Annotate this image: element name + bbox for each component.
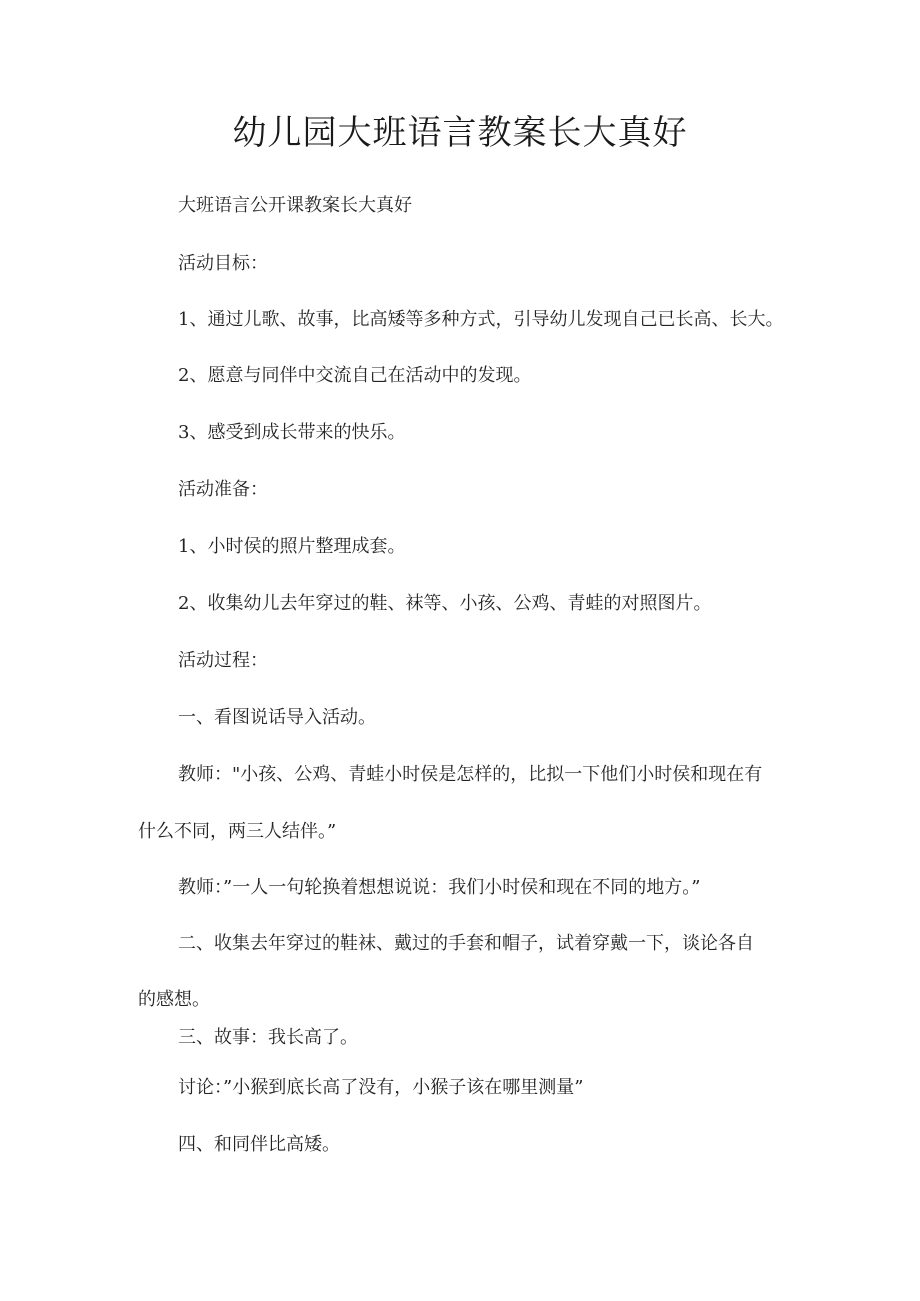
subtitle-line: 大班语言公开课教案长大真好 — [178, 195, 412, 216]
document-title: 幼儿园大班语言教案长大真好 — [232, 113, 688, 153]
teacher-line-2: 教师：”一人一句轮换着想想说说：我们小时侯和现在不同的地方。” — [178, 877, 701, 898]
goal-item-3: 3、感受到成长带来的快乐。 — [178, 422, 406, 443]
section-heading-goals: 活动目标： — [178, 253, 268, 274]
process-step-3: 三、故事：我长高了。 — [178, 1027, 358, 1048]
goal-item-2: 2、愿意与同伴中交流自己在活动中的发现。 — [178, 365, 532, 386]
process-step-1: 一、看图说话导入活动。 — [178, 707, 376, 728]
goal-item-1: 1、通过儿歌、故事，比高矮等多种方式，引导幼儿发现自己已长高、长大。 — [178, 309, 784, 330]
process-step-2a: 二、收集去年穿过的鞋袜、戴过的手套和帽子，试着穿戴一下，谈论各自 — [178, 933, 754, 954]
section-heading-preparation: 活动准备： — [178, 479, 268, 500]
section-heading-process: 活动过程： — [178, 650, 268, 671]
teacher-line-1a: 教师："小孩、公鸡、青蛙小时侯是怎样的，比拟一下他们小时侯和现在有 — [178, 764, 763, 785]
preparation-item-1: 1、小时侯的照片整理成套。 — [178, 536, 406, 557]
discussion-line: 讨论：”小猴到底长高了没有，小猴子该在哪里测量” — [178, 1077, 584, 1098]
process-step-4: 四、和同伴比高矮。 — [178, 1134, 340, 1155]
preparation-item-2: 2、收集幼儿去年穿过的鞋、袜等、小孩、公鸡、青蛙的对照图片。 — [178, 593, 712, 614]
teacher-line-1b: 什么不同，两三人结伴。” — [138, 821, 337, 842]
process-step-2b: 的感想。 — [138, 989, 210, 1010]
